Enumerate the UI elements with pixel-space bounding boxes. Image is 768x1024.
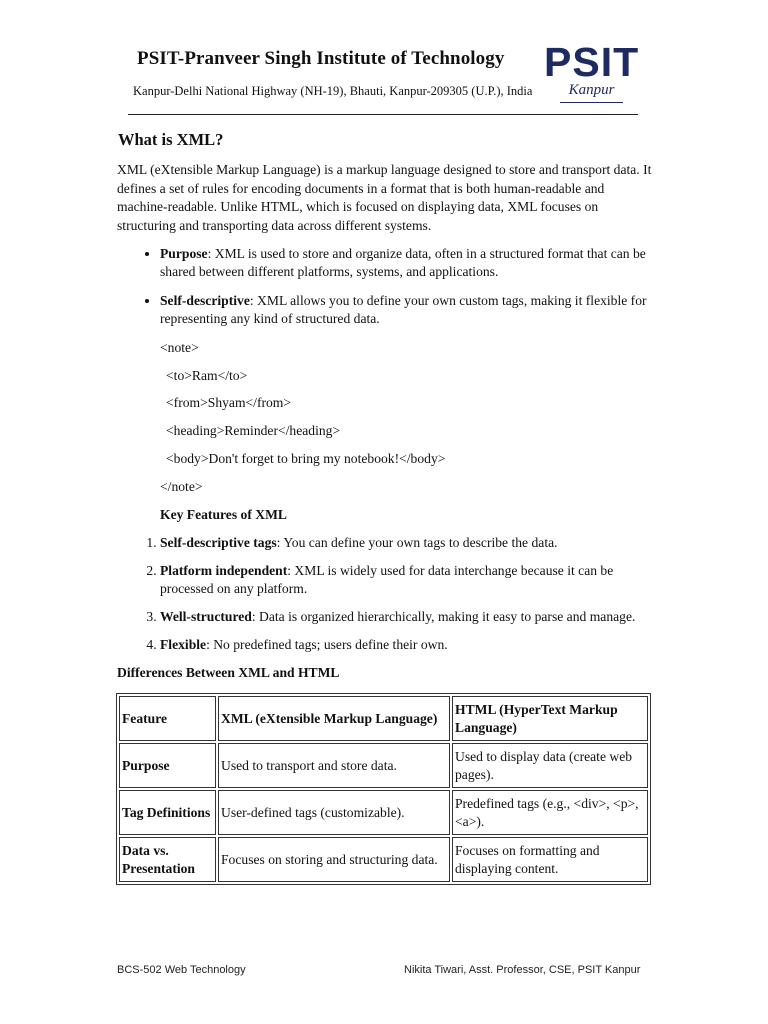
feature-item: [160, 608, 655, 626]
table-cell: Tag Definitions: [119, 790, 216, 835]
code-line: </note>: [160, 479, 203, 495]
bullet-item: [160, 245, 655, 282]
table-header-cell: HTML (HyperText Markup Language): [452, 696, 648, 741]
logo-underline: [560, 102, 623, 103]
code-line: <from>Shyam</from>: [166, 395, 292, 411]
footer-author: Nikita Tiwari, Asst. Professor, CSE, PSIT Kanpur: [404, 964, 641, 976]
table-row: [119, 790, 648, 835]
feature-text: : You can define your own tags to describe the data.: [276, 535, 558, 550]
code-line: <to>Ram</to>: [166, 367, 248, 383]
bullet-list: [117, 245, 655, 329]
table-header-row: [119, 696, 648, 741]
table-cell: Predefined tags (e.g., <div>, <p>, <a>).: [452, 790, 648, 835]
table-cell: Focuses on formatting and displaying content.: [452, 837, 648, 882]
institute-name: PSIT-Pranveer Singh Institute of Technology: [137, 48, 505, 69]
table-cell: Used to transport and store data.: [218, 743, 450, 788]
feature-term: Flexible: [160, 637, 207, 653]
bullet-text: : XML is used to store and organize data, often in a structured format that can be shared between different platforms, systems, and applications.: [160, 246, 646, 280]
table-cell: User-defined tags (customizable).: [218, 790, 450, 835]
logo-main-text: PSIT: [544, 39, 640, 85]
table-header-cell: Feature: [119, 696, 216, 741]
intro-paragraph: XML (eXtensible Markup Language) is a markup language designed to store and transport data. It defines a set of rules for encoding documents in a format that is both human-readable and machine-readable. Unlike HTML, which is focused on displaying data, XML focuses on structuring and transporting data across different systems.: [117, 162, 652, 233]
table-cell: Purpose: [119, 743, 216, 788]
feature-text: : No predefined tags; users define their own.: [206, 637, 448, 653]
feature-item: [160, 534, 655, 552]
psit-logo: [544, 39, 640, 104]
feature-term: Well-structured: [160, 609, 252, 625]
institute-address: Kanpur-Delhi National Highway (NH-19), Bhauti, Kanpur-209305 (U.P.), India: [133, 84, 533, 98]
key-features-heading: Key Features of XML: [160, 507, 287, 523]
code-line: <heading>Reminder</heading>: [166, 423, 341, 439]
bullet-term: Purpose: [160, 246, 208, 262]
table-row: [119, 743, 648, 788]
bullet-term: Self-descriptive: [160, 292, 250, 308]
differences-heading: Differences Between XML and HTML: [117, 665, 340, 681]
table-row: [119, 837, 648, 882]
bullet-item: [160, 292, 655, 329]
header-divider: [128, 114, 638, 115]
feature-text: : Data is organized hierarchically, making it easy to parse and manage.: [251, 609, 636, 625]
feature-item: [160, 636, 655, 654]
comparison-table: [116, 693, 651, 885]
section-title: What is XML?: [118, 130, 224, 149]
code-line: <note>: [160, 339, 199, 355]
code-line: <body>Don't forget to bring my notebook!</body>: [166, 451, 446, 467]
table-cell: Focuses on storing and structuring data.: [218, 837, 450, 882]
main-content: [117, 131, 655, 885]
feature-term: Platform independent: [160, 562, 288, 578]
bullet-text: : XML allows you to define your own custom tags, making it flexible for representing any kind of structured data.: [160, 292, 647, 327]
logo-sub-text: Kanpur: [568, 82, 615, 98]
features-list: [117, 534, 655, 655]
footer-course: BCS-502 Web Technology: [117, 964, 246, 976]
table-cell: Used to display data (create web pages).: [452, 743, 648, 788]
table-cell: Data vs. Presentation: [119, 837, 216, 882]
table-header-cell: XML (eXtensible Markup Language): [218, 696, 450, 741]
xml-example: [160, 339, 655, 497]
feature-text: : XML is widely used for data interchange because it can be processed on any platform.: [160, 562, 614, 597]
feature-item: [160, 562, 655, 599]
feature-term: Self-descriptive tags: [160, 535, 277, 550]
